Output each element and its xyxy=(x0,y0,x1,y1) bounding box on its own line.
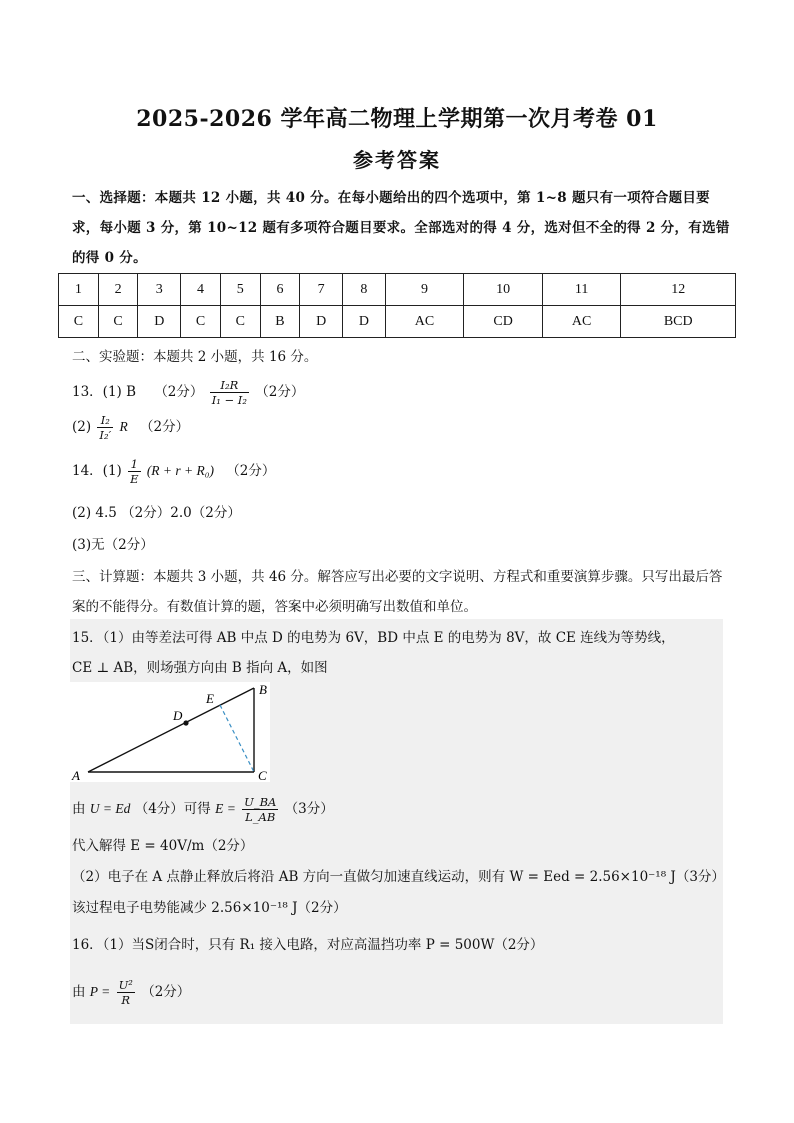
q13-part2-numerator: I₂ xyxy=(97,413,113,428)
page-subtitle: 参考答案 xyxy=(353,148,441,172)
q13-part1-score2: （2分） xyxy=(255,384,305,400)
q13-fraction-numerator: I₂R xyxy=(210,378,249,393)
q13-part1-score: （2分） xyxy=(154,384,204,400)
q16-fraction-denominator: R xyxy=(121,993,131,1007)
q15-formula1-score: （4分）可得 xyxy=(134,801,211,817)
question-number: 12 xyxy=(621,274,736,306)
q16-fraction-numerator: U² xyxy=(118,978,133,992)
q13-fraction-denominator: I₁ − I₂ xyxy=(211,393,247,407)
triangle-diagram xyxy=(60,676,280,786)
q14-fraction-denominator: E xyxy=(130,472,139,486)
q14-expression: (R + r + R₀) xyxy=(146,463,214,478)
q14-part1-score: （2分） xyxy=(226,463,276,479)
q15-formula1-lhs: E = xyxy=(215,801,236,816)
q15-fraction xyxy=(242,795,278,824)
q15-formula1 xyxy=(72,795,334,824)
answer-cell: C xyxy=(98,306,138,338)
answer-table-answer-row xyxy=(59,306,736,338)
section3-instructions xyxy=(72,562,732,622)
q13-fraction xyxy=(210,378,249,407)
answer-cell: B xyxy=(260,306,300,338)
q16-formula xyxy=(72,978,190,1007)
q16-line1: 16．（1）当S闭合时，只有 R₁ 接入电路，对应高温挡功率 P = 500W（2分） xyxy=(72,937,544,953)
question-number: 2 xyxy=(98,274,138,306)
question-number: 8 xyxy=(343,274,386,306)
q14-fraction xyxy=(128,457,140,486)
answer-cell: CD xyxy=(464,306,543,338)
answer-cell: BCD xyxy=(621,306,736,338)
page-title: 2025-2026 学年高二物理上学期第一次月考卷 01 xyxy=(136,106,658,132)
q15-fraction-numerator: U_BA xyxy=(244,795,277,809)
q16-fraction xyxy=(117,978,135,1007)
answer-cell: C xyxy=(181,306,221,338)
q15-fraction-denominator: L_AB xyxy=(245,810,276,824)
q14-part3: (3)无（2分） xyxy=(72,537,154,553)
section3-text: 三、计算题：本题共 3 小题，共 46 分。解答应写出必要的文字说明、方程式和重要演算步骤。只写出最后答案的不能得分。有数值计算的题，答案中必须明确写出数值和单位。 xyxy=(72,569,723,615)
q15-result: 代入解得 E = 40V/m（2分） xyxy=(72,838,254,854)
q16-formula-score: （2分） xyxy=(141,984,191,1000)
label-c: C xyxy=(258,768,267,783)
q13-part1-answer: 13．(1) B xyxy=(72,384,137,400)
label-b: B xyxy=(259,682,267,697)
diagram-background xyxy=(70,682,270,782)
label-a: A xyxy=(72,768,80,783)
point-d xyxy=(183,720,188,725)
q13-part2-r: R xyxy=(119,419,128,434)
question-number: 7 xyxy=(300,274,343,306)
q15-formula1-score2: （3分） xyxy=(284,801,334,817)
q14-part2: (2) 4.5 （2分）2.0（2分） xyxy=(72,505,241,521)
section2-heading: 二、实验题：本题共 2 小题，共 16 分。 xyxy=(72,349,318,365)
q15-line1: 15．（1）由等差法可得 AB 中点 D 的电势为 6V，BD 中点 E 的电势为 8V，故 CE 连线为等势线， xyxy=(72,630,675,646)
question-number: 4 xyxy=(181,274,221,306)
q15-formula1-eq: U = Ed xyxy=(89,801,131,816)
answer-cell: AC xyxy=(385,306,464,338)
section1-instructions: 一、选择题：本题共 12 小题，共 40 分。在每小题给出的四个选项中，第 1~8 题只有一项符合题目要求，每小题 3 分，第 10~12 题有多项符合题目要求。全部选对的得 4 分，选对但不全的得 2 分，有选错的得 0 分。 xyxy=(72,190,730,266)
label-d: D xyxy=(173,708,183,723)
answer-cell: D xyxy=(138,306,181,338)
answer-cell: D xyxy=(343,306,386,338)
question-number: 9 xyxy=(385,274,464,306)
q15-line2: CE ⊥ AB，则场强方向由 B 指向 A，如图 xyxy=(72,660,328,676)
answer-table xyxy=(58,273,736,338)
answer-table-number-row xyxy=(59,274,736,306)
q16-formula-prefix: 由 xyxy=(72,984,86,1000)
q14-fraction-numerator: 1 xyxy=(128,457,140,472)
q16-formula-lhs: P = xyxy=(89,984,111,999)
q15-formula1-prefix: 由 xyxy=(72,801,86,817)
question-number: 3 xyxy=(138,274,181,306)
answer-cell: AC xyxy=(542,306,621,338)
question-number: 10 xyxy=(464,274,543,306)
q14-part1-label: 14．(1) xyxy=(72,463,122,479)
answer-cell: D xyxy=(300,306,343,338)
question-number: 11 xyxy=(542,274,621,306)
q13-part2 xyxy=(72,413,189,442)
q15-part2b: 该过程电子电势能减少 2.56×10⁻¹⁸ J（2分） xyxy=(72,900,347,916)
q13-part2-label: (2) xyxy=(72,419,92,435)
q13-part2-denominator: I₂′ xyxy=(99,428,112,442)
q14-part1 xyxy=(72,457,275,486)
question-number: 6 xyxy=(260,274,300,306)
question-number: 5 xyxy=(220,274,260,306)
q13-part1 xyxy=(72,378,304,407)
q13-part2-fraction xyxy=(97,413,113,442)
label-e: E xyxy=(206,691,214,706)
q15-part2: （2）电子在 A 点静止释放后将沿 AB 方向一直做匀加速直线运动，则有 W = Eed = 2.56×10⁻¹⁸ J（3分） xyxy=(72,869,725,885)
answer-cell: C xyxy=(220,306,260,338)
question-number: 1 xyxy=(59,274,99,306)
q13-part2-score: （2分） xyxy=(140,419,190,435)
answer-cell: C xyxy=(59,306,99,338)
